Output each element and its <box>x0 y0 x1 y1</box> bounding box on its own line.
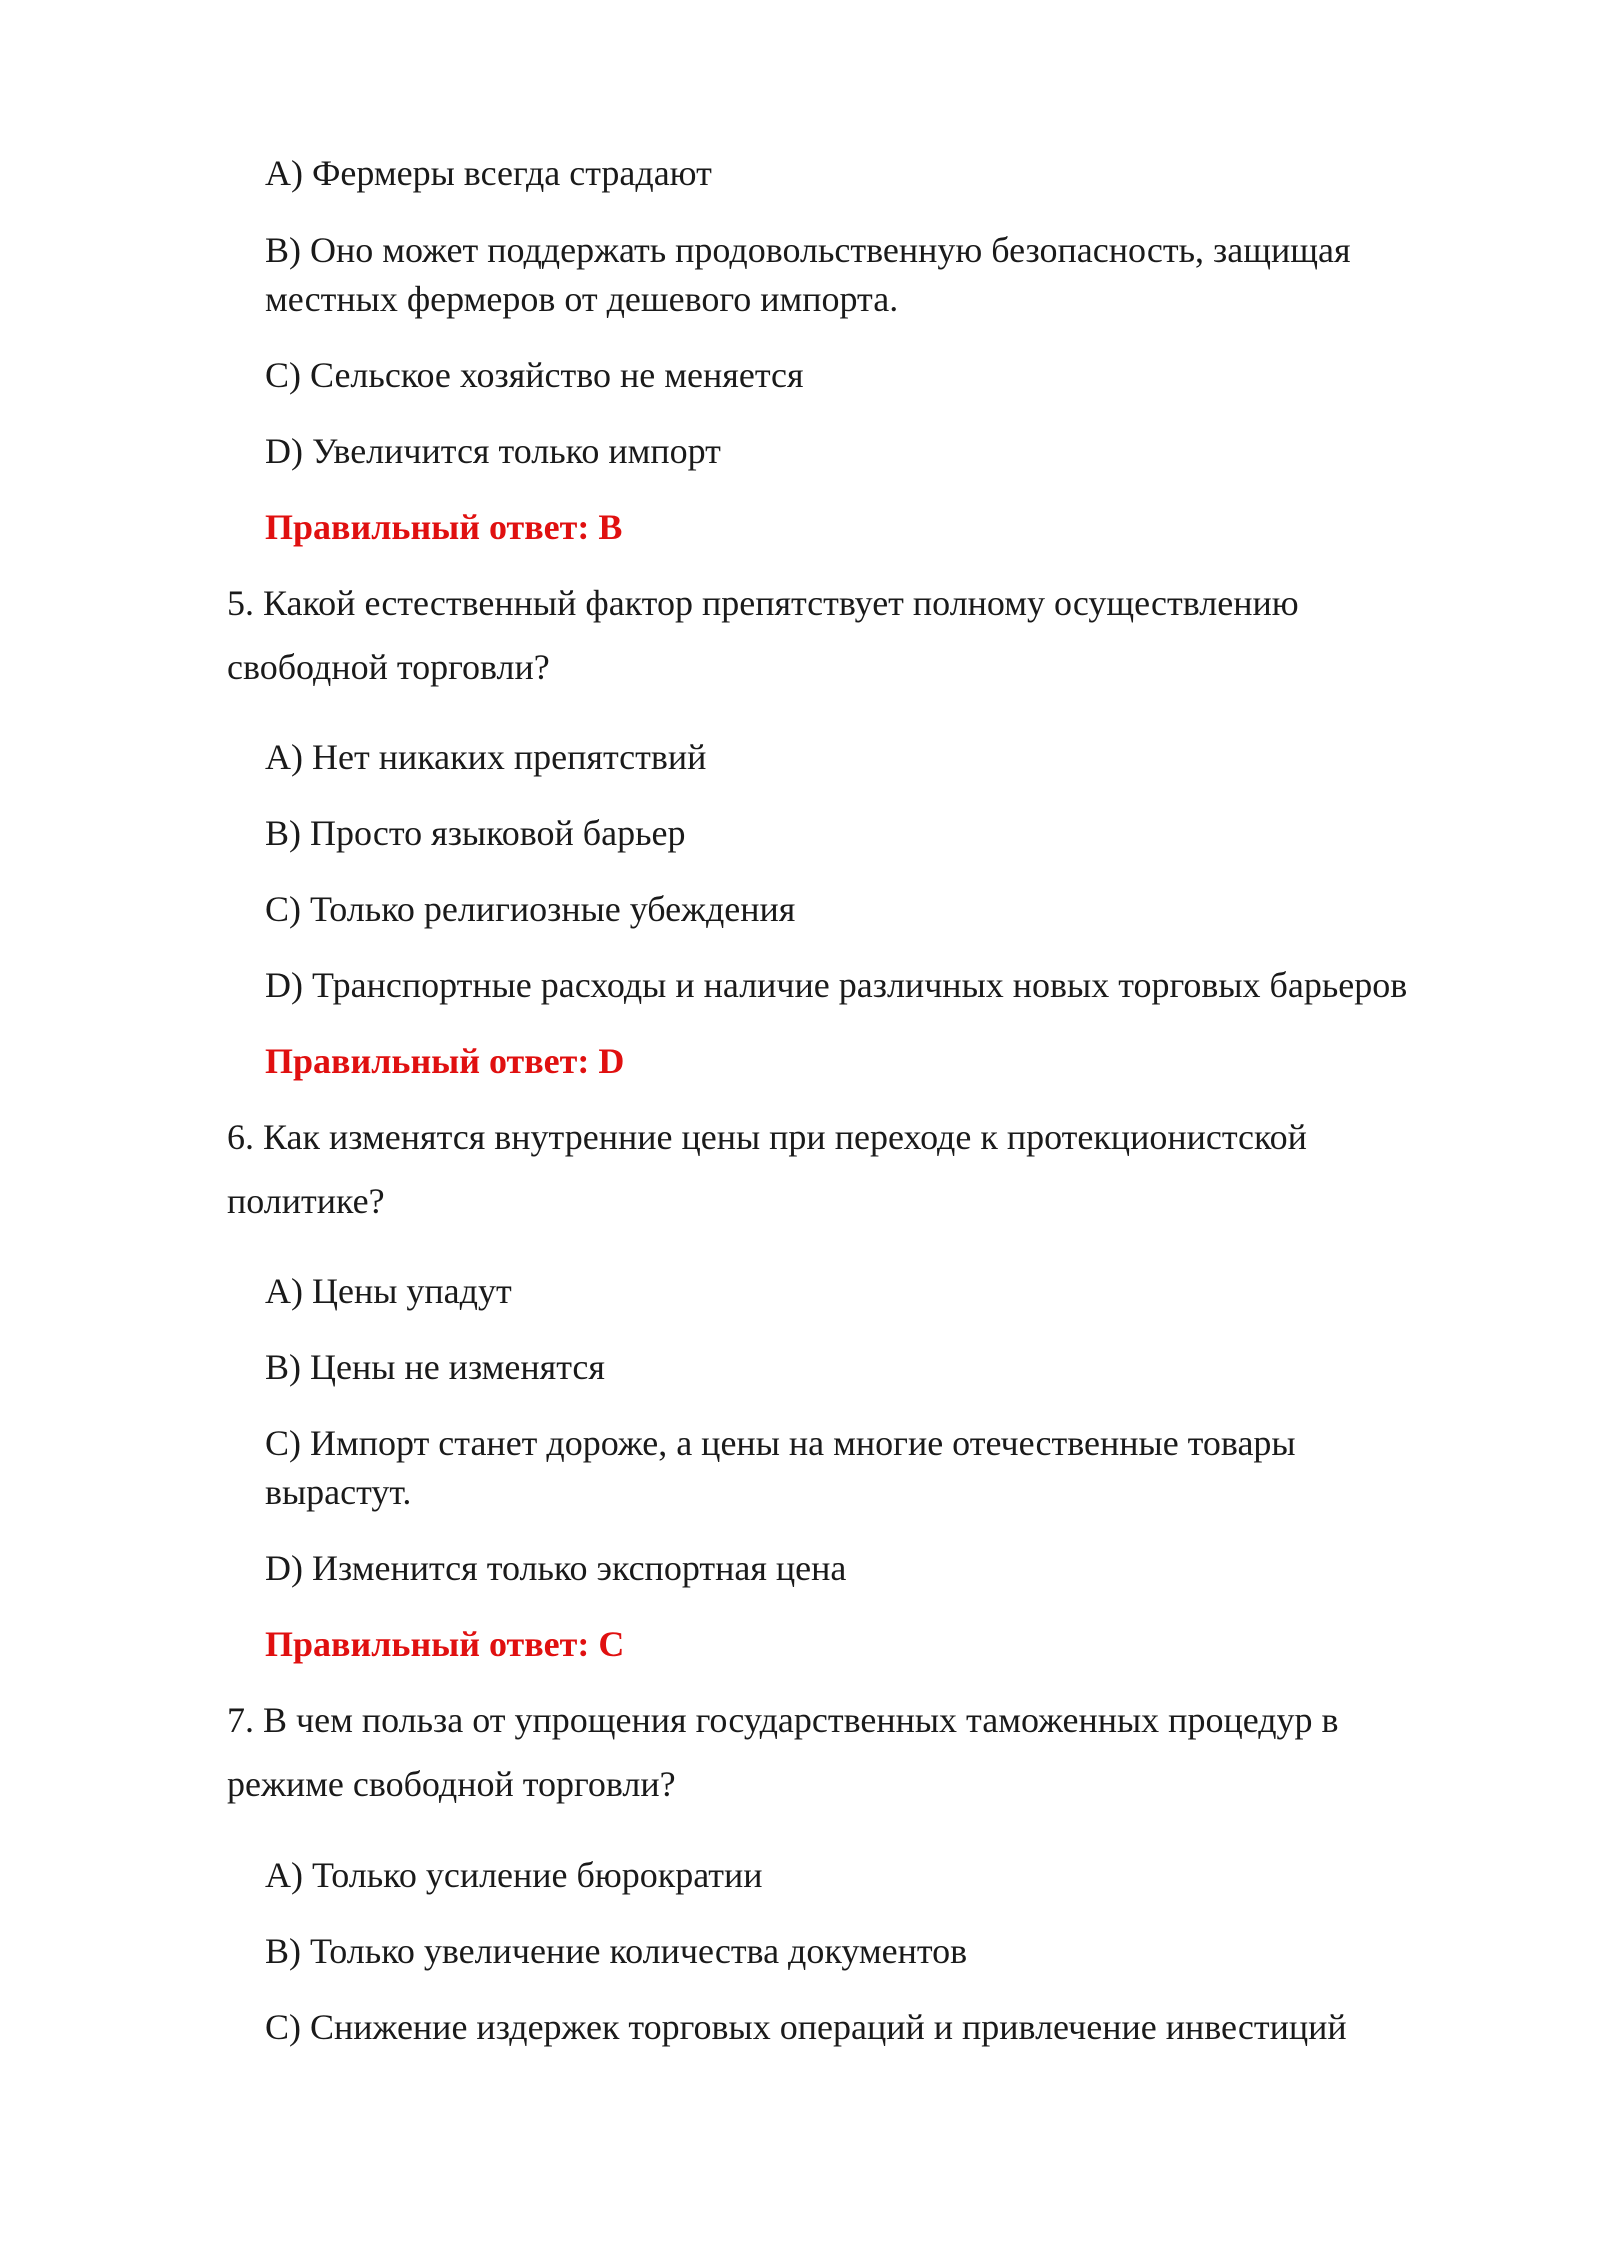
q6-option-c: C) Импорт станет дороже, а цены на многие отечественные товары <box>265 1423 1296 1463</box>
question-5-title-continuation: свободной торговли? <box>227 647 550 687</box>
q6-option-d: D) Изменится только экспортная цена <box>265 1548 847 1588</box>
q6-option-c-continuation: вырастут. <box>265 1472 412 1512</box>
question-7-title-continuation: режиме свободной торговли? <box>227 1764 676 1804</box>
q5-option-a: A) Нет никаких препятствий <box>265 737 707 777</box>
option-d: D) Увеличится только импорт <box>265 431 721 471</box>
question-7-title: 7. В чем польза от упрощения государственных таможенных процедур в <box>227 1700 1339 1740</box>
question-6-title: 6. Как изменятся внутренние цены при переходе к протекционистской <box>227 1117 1307 1157</box>
q5-option-c: C) Только религиозные убеждения <box>265 889 796 929</box>
q7-option-c: C) Снижение издержек торговых операций и привлечение инвестиций <box>265 2007 1347 2047</box>
option-b-continuation: местных фермеров от дешевого импорта. <box>265 279 899 319</box>
question-5-title: 5. Какой естественный фактор препятствует полному осуществлению <box>227 583 1299 623</box>
q6-correct-answer: Правильный ответ: C <box>265 1624 625 1664</box>
q7-option-b: B) Только увеличение количества документов <box>265 1931 968 1971</box>
q7-option-a: A) Только усиление бюрократии <box>265 1855 763 1895</box>
q5-correct-answer: Правильный ответ: D <box>265 1041 625 1081</box>
q5-option-b: B) Просто языковой барьер <box>265 813 686 853</box>
question-6-title-continuation: политике? <box>227 1181 385 1221</box>
q5-option-d: D) Транспортные расходы и наличие различных новых торговых барьеров <box>265 965 1408 1005</box>
correct-answer: Правильный ответ: B <box>265 507 623 547</box>
q6-option-b: B) Цены не изменятся <box>265 1347 605 1387</box>
q6-option-a: A) Цены упадут <box>265 1271 512 1311</box>
option-a: A) Фермеры всегда страдают <box>265 153 712 193</box>
option-b: B) Оно может поддержать продовольственную безопасность, защищая <box>265 230 1351 270</box>
option-c: C) Сельское хозяйство не меняется <box>265 355 804 395</box>
